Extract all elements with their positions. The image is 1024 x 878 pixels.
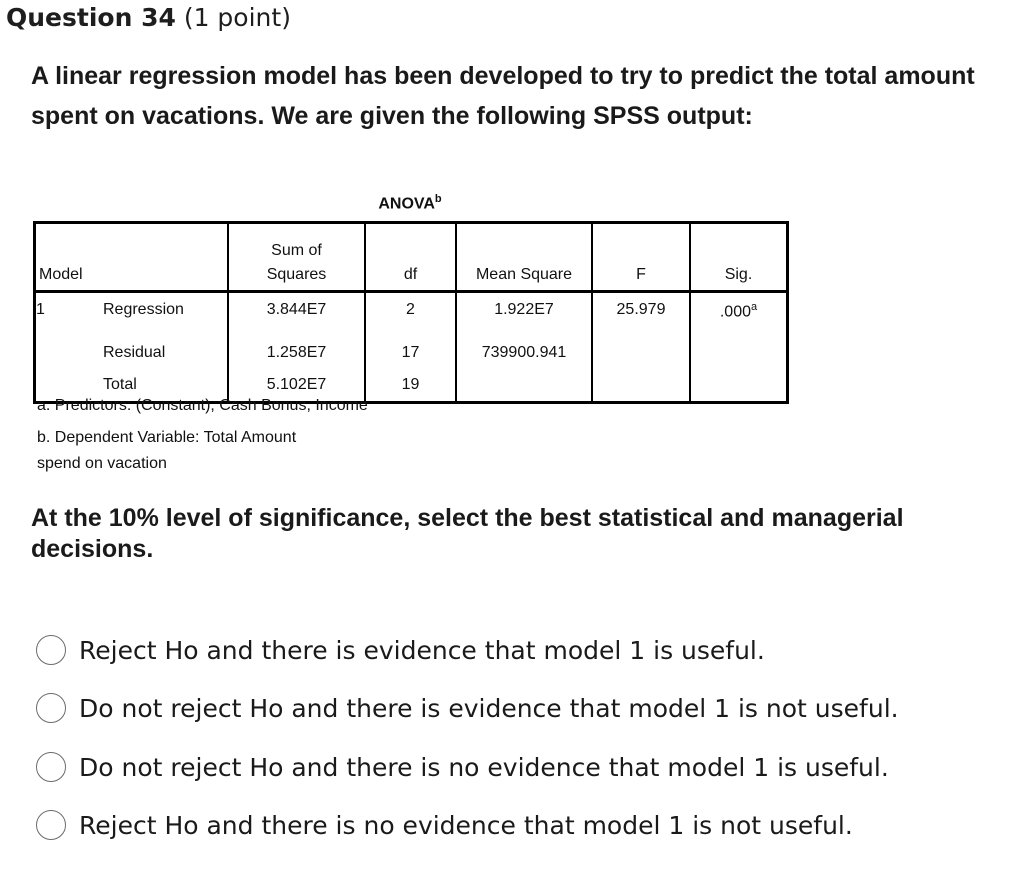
answer-option-1[interactable] bbox=[36, 630, 765, 670]
cell-sig bbox=[690, 337, 788, 369]
anova-title-text: ANOVA bbox=[378, 195, 435, 213]
cell-df: 19 bbox=[365, 369, 456, 403]
cell-ss: 3.844E7 bbox=[228, 292, 365, 338]
row-label: Total bbox=[103, 376, 137, 393]
row-label: Residual bbox=[103, 344, 166, 361]
cell-sig-superscript: a bbox=[751, 301, 758, 313]
footnote-a: a. Predictors: (Constant), Cash Bonus, Income bbox=[37, 397, 368, 414]
decision-prompt: At the 10% level of significance, select the best statistical and managerial decisions. bbox=[31, 504, 904, 563]
cell-f bbox=[592, 369, 690, 403]
header-df: df bbox=[365, 223, 456, 292]
cell-df: 17 bbox=[365, 337, 456, 369]
header-f: F bbox=[592, 223, 690, 292]
answer-option-4[interactable] bbox=[36, 805, 853, 845]
cell-ms: 1.922E7 bbox=[456, 292, 592, 338]
answer-option-label[interactable]: Reject Ho and there is no evidence that model 1 is not useful. bbox=[79, 810, 853, 840]
cell-ms: 739900.941 bbox=[456, 337, 592, 369]
header-model: Model bbox=[35, 223, 104, 292]
header-sum-of-squares bbox=[228, 223, 365, 292]
radio-button-icon[interactable] bbox=[36, 752, 66, 782]
answer-option-3[interactable] bbox=[36, 747, 889, 787]
anova-table bbox=[33, 221, 789, 404]
anova-header-row bbox=[35, 223, 788, 292]
cell-sig bbox=[690, 292, 788, 338]
cell-sig-value: .000 bbox=[719, 303, 751, 321]
answer-option-2[interactable] bbox=[36, 688, 899, 728]
cell-sig bbox=[690, 369, 788, 403]
header-mean-square: Mean Square bbox=[456, 223, 592, 292]
radio-button-icon[interactable] bbox=[36, 810, 66, 840]
radio-button-icon[interactable] bbox=[36, 635, 66, 665]
footnote-b-line2: spend on vacation bbox=[37, 455, 167, 472]
footnote-b-line1: b. Dependent Variable: Total Amount bbox=[37, 429, 297, 446]
anova-title-superscript: b bbox=[434, 193, 442, 205]
header-sig: Sig. bbox=[690, 223, 788, 292]
cell-ms bbox=[456, 369, 592, 403]
header-ss-line2: Squares bbox=[266, 266, 327, 283]
header-ss-line1: Sum of bbox=[271, 242, 322, 259]
row-label: Regression bbox=[103, 301, 184, 318]
cell-df: 2 bbox=[365, 292, 456, 338]
question-header bbox=[6, 3, 291, 32]
question-stem: A linear regression model has been developed to try to predict the total amount spent on vacations. We are given the following SPSS output: bbox=[31, 62, 975, 130]
table-row bbox=[35, 337, 788, 369]
table-row bbox=[35, 292, 788, 338]
cell-f: 25.979 bbox=[592, 292, 690, 338]
cell-f bbox=[592, 337, 690, 369]
answer-option-label[interactable]: Do not reject Ho and there is no evidence that model 1 is useful. bbox=[79, 752, 889, 782]
question-title: Question 34 bbox=[6, 3, 176, 32]
cell-blank bbox=[35, 337, 104, 369]
cell-ss: 1.258E7 bbox=[228, 337, 365, 369]
question-points: (1 point) bbox=[183, 3, 291, 32]
anova-title bbox=[345, 193, 475, 213]
model-number: 1 bbox=[36, 301, 45, 318]
header-blank bbox=[103, 223, 228, 292]
radio-button-icon[interactable] bbox=[36, 693, 66, 723]
cell-ss: 5.102E7 bbox=[228, 369, 365, 403]
answer-option-label[interactable]: Do not reject Ho and there is evidence that model 1 is not useful. bbox=[79, 693, 899, 723]
answer-option-label[interactable]: Reject Ho and there is evidence that model 1 is useful. bbox=[79, 635, 765, 665]
